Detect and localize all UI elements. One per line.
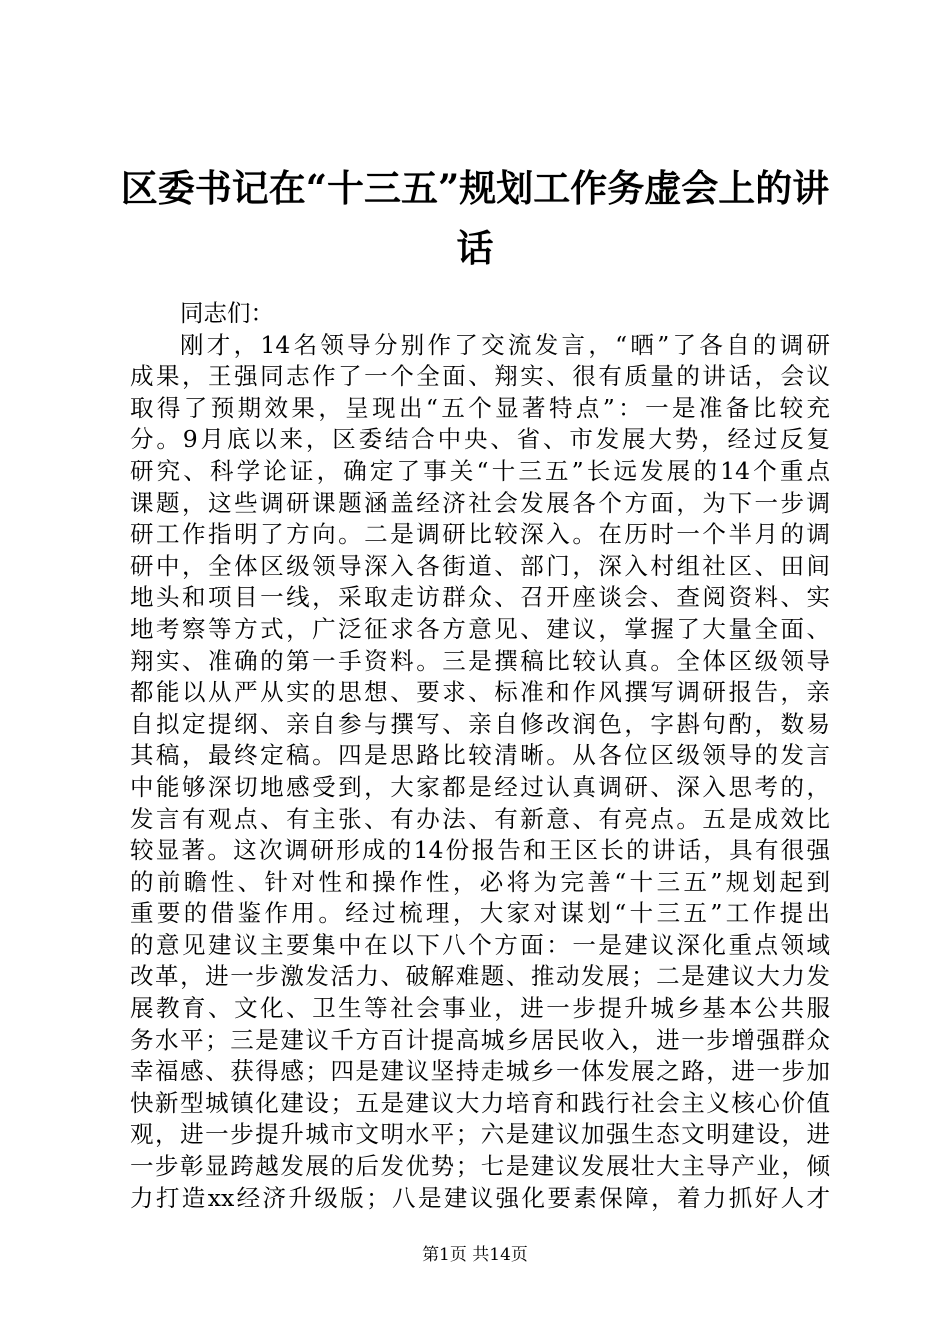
body-line: 一步彰显跨越发展的后发优势；七是建议发展壮大主导产业，倾 (130, 1152, 830, 1181)
body-line: 重要的借鉴作用。经过梳理，大家对谋划“十三五”工作提出 (130, 899, 830, 928)
document-body (130, 298, 830, 1214)
body-line: 的意见建议主要集中在以下八个方面：一是建议深化重点领域 (130, 930, 830, 959)
body-line: 的前瞻性、针对性和操作性，必将为完善“十三五”规划起到 (130, 867, 830, 896)
body-line: 中能够深切地感受到，大家都是经过认真调研、深入思考的， (130, 772, 830, 801)
body-line: 翔实、准确的第一手资料。三是撰稿比较认真。全体区级领导 (130, 646, 830, 675)
body-line: 务水平；三是建议千方百计提高城乡居民收入，进一步增强群众 (130, 1025, 830, 1054)
body-line: 课题，这些调研课题涵盖经济社会发展各个方面，为下一步调 (130, 488, 830, 517)
body-line: 分。9月底以来，区委结合中央、省、市发展大势，经过反复 (130, 425, 830, 454)
title-line-2: 话 (456, 226, 494, 270)
body-line: 研究、科学论证，确定了事关“十三五”长远发展的14个重点 (130, 456, 830, 485)
body-line: 快新型城镇化建设；五是建议大力培育和践行社会主义核心价值 (130, 1088, 830, 1117)
salutation: 同志们： (180, 299, 274, 327)
body-line: 其稿，最终定稿。四是思路比较清晰。从各位区级领导的发言 (130, 741, 830, 770)
body-line: 都能以从严从实的思想、要求、标准和作风撰写调研报告，亲 (130, 678, 830, 707)
document-title (110, 158, 840, 278)
body-line: 地考察等方式，广泛征求各方意见、建议，掌握了大量全面、 (130, 614, 830, 643)
page-footer: 第1页 共14页 (422, 1245, 528, 1265)
title-line-1: 区委书记在“十三五”规划工作务虚会上的讲 (120, 166, 830, 210)
body-line: 研工作指明了方向。二是调研比较深入。在历时一个半月的调 (130, 520, 830, 549)
body-line: 刚才，14名领导分别作了交流发言，“晒”了各自的调研 (180, 330, 830, 359)
body-line: 地头和项目一线，采取走访群众、召开座谈会、查阅资料、实 (130, 583, 830, 612)
body-line: 成果，王强同志作了一个全面、翔实、很有质量的讲话，会议 (130, 362, 830, 391)
body-line: 改革，进一步激发活力、破解难题、推动发展；二是建议大力发 (130, 962, 830, 991)
body-line: 自拟定提纲、亲自参与撰写、亲自修改润色，字斟句酌，数易 (130, 709, 830, 738)
body-line: 力打造xx经济升级版；八是建议强化要素保障，着力抓好人才 (130, 1183, 830, 1212)
body-line: 取得了预期效果，呈现出“五个显著特点”：一是准备比较充 (130, 393, 830, 422)
body-line: 幸福感、获得感；四是建议坚持走城乡一体发展之路，进一步加 (130, 1057, 830, 1086)
body-line: 发言有观点、有主张、有办法、有新意、有亮点。五是成效比 (130, 804, 830, 833)
body-line: 展教育、文化、卫生等社会事业，进一步提升城乡基本公共服 (130, 994, 830, 1023)
body-line: 观，进一步提升城市文明水平；六是建议加强生态文明建设，进 (130, 1120, 830, 1149)
body-line: 研中，全体区级领导深入各街道、部门，深入村组社区、田间 (130, 551, 830, 580)
body-line: 较显著。这次调研形成的14份报告和王区长的讲话，具有很强 (130, 836, 830, 865)
